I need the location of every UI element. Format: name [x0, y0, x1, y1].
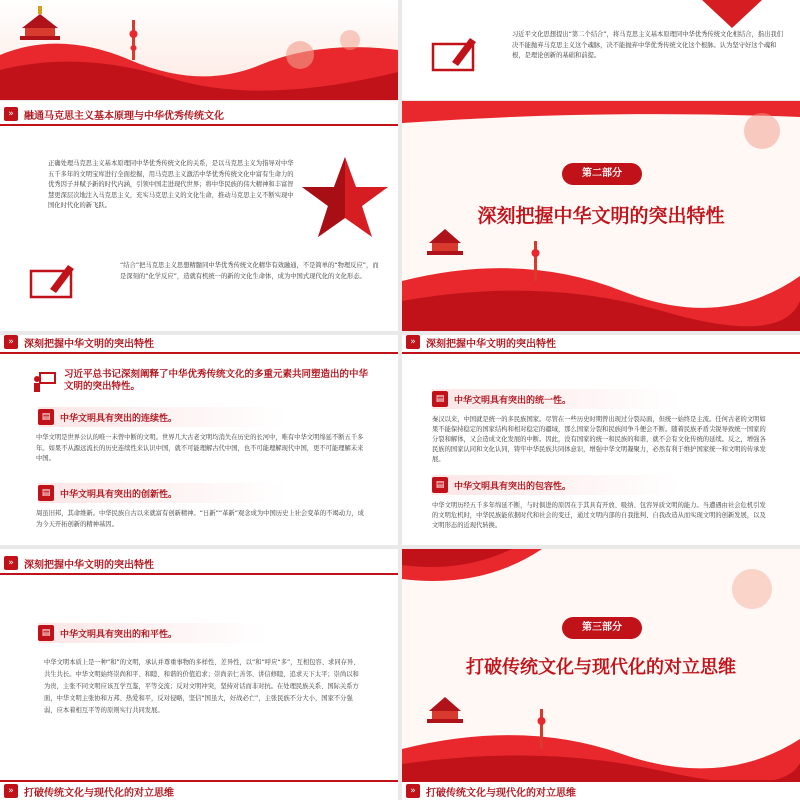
calendar-icon: ▤ [38, 409, 54, 425]
section-bar [402, 335, 800, 354]
bottom-section-title: 打破传统文化与现代化的对立思维 [426, 787, 576, 799]
unity-text: 秦汉以来，中国就是统一的多民族国家。尽管在一些历史时期曾出现过分裂局面，但统一始终是主流。任何古老的文明如果不能保持稳定的国家结构和相对稳定的疆域，那么国家分裂和民族间争斗便会不断。随着民族矛盾尖锐导致统一国家的分裂和解体，又会造成文化发展的中断。因此，没有国家的统一和民族的和谐，就不会有文化传统的延续。反之，增强各民族的国家认同和文化认同，铸牢中华民族共同体意识，增强中华文明凝聚力，必然有利于维护国家统一和文明的传承发展。 [432, 416, 766, 463]
peace-text: 中华文明本质上是一种“和”的文明，承认并尊重事物的多样性、差异性，以“和”呼应“多”，互相包容、求同存异、共生共长。中华文明始终崇尚和平、和睦、和谐的价值追求；崇尚亲仁善邻、讲信修睦，追求天下太平；崇尚以和为贵，主张不同文明应该互学互鉴，平等交流；反对文明冲突，坚持对话而非对抗。在处理民族关系、国际关系方面，中华文明主张协和万邦、热爱和平，反对侵略，坚信“国虽大，好战必亡”，主张民族不分大小，国家不分强弱，应本着相互平等的原则实行共同发展。 [44, 659, 360, 714]
slide-4 [402, 335, 800, 545]
double-chevron-icon: » [406, 784, 420, 798]
red-star-icon [702, 0, 762, 30]
calendar-icon: ▤ [432, 477, 448, 493]
slide-5 [0, 549, 398, 800]
bottom-section-bar [0, 780, 398, 800]
continuity-text: 中华文明是世界公认的唯一未曾中断的文明。世界几大古老文明均消失在历史的长河中，唯有中华文明绵延不断五千多年。如果不从源远流长的历史连续性来认识中国，就不可能理解古代中国，也不可能理解现代中国，更不可能理解未来中国。 [36, 434, 364, 462]
feature-title-peace: ▤ 中华文明具有突出的和平性。 [38, 623, 268, 643]
inclusiveness-text: 中华文明历经五千多年绵延不断，与时俱进的原因在于其具有开放、吸纳、包容异质文明的能力。当遭遇由社会危机引发的文明危机时，中华民族能依据时代和社会的变迁，通过文明内部的自我批判、自我改造从而实现文明的创新发展，以及文明形态的近现代转换。 [432, 502, 766, 529]
intro-text: 习近平总书记深刻阐释了中华优秀传统文化的多重元素共同塑造出的中华文明的突出特性。 [64, 369, 369, 392]
slide-3 [0, 335, 398, 545]
part-label: 第三部分 [562, 617, 642, 639]
slide-2-top [402, 0, 800, 100]
section-title: 深刻把握中华文明的突出特性 [426, 338, 556, 350]
calendar-icon: ▤ [432, 391, 448, 407]
paragraph: 习近平文化思想提出“第二个结合”，将马克思主义基本原理同中华优秀传统文化相结合，指出我们决不能抛弃马克思主义这个魂脉，决不能抛弃中华优秀传统文化这个根脉。认为坚守好这个魂和根，是理论创新的基础和前提。 [512, 31, 783, 59]
section-title: 深刻把握中华文明的突出特性 [24, 338, 154, 350]
part-title: 打破传统文化与现代化的对立思维 [466, 657, 736, 678]
teacher-icon [32, 371, 56, 393]
section-bar [0, 335, 398, 354]
slide-2-divider [402, 101, 800, 331]
slide-1-banner [0, 0, 398, 100]
section-bar [0, 104, 398, 126]
double-chevron-icon: » [406, 335, 420, 349]
innovation-text: 周虽旧邦，其命维新。中华民族自古以来就富有创新精神。“日新”“革新”观念成为中国历史上社会变革的不竭动力，成为今天开拓创新的精神基因。 [36, 510, 364, 528]
pen-paper-icon [28, 261, 78, 301]
paragraph-2: “结合”把马克思主义思想精髓同中华优秀传统文化精华有效融通，不是简单的“物理反应”，而是深刻的“化学反应”，造就有机统一的新的文化生命体，成为中国式现代化的文化形态。 [120, 262, 379, 280]
part-label: 第二部分 [562, 163, 642, 185]
feature-title-continuity: ▤ 中华文明具有突出的连续性。 [38, 407, 288, 427]
double-chevron-icon: » [4, 556, 18, 570]
double-chevron-icon: » [4, 335, 18, 349]
pen-paper-icon [430, 34, 480, 74]
paragraph-1: 正确处理马克思主义基本原理同中华优秀传统文化的关系，是以马克思主义为指导对中华五千多年的文明宝库进行全面挖掘，用马克思主义激活中华优秀传统文化中富有生命力的优秀因子并赋予新的时代内涵，引领中国走进现代世界；将中华民族的伟大精神和丰富智慧更深层次地注入马克思主义，充实马克思主义的文化生命，推动马克思主义不断实现中国化时代化的新飞跃。 [48, 160, 294, 209]
double-chevron-icon: » [4, 107, 18, 121]
slide-1-body [0, 101, 398, 331]
calendar-icon: ▤ [38, 485, 54, 501]
section-bar [0, 553, 398, 575]
bottom-section-bar [402, 780, 800, 800]
section-title: 融通马克思主义基本原理与中华优秀传统文化 [24, 110, 224, 122]
slide-6-divider [402, 549, 800, 800]
feature-title-unity: ▤ 中华文明具有突出的统一性。 [432, 389, 682, 409]
double-chevron-icon: » [4, 784, 18, 798]
calendar-icon: ▤ [38, 625, 54, 641]
part-title: 深刻把握中华文明的突出特性 [477, 205, 725, 227]
feature-title-inclusiveness: ▤ 中华文明具有突出的包容性。 [432, 475, 682, 495]
banner-decoration [0, 0, 398, 100]
red-star-icon [300, 153, 390, 243]
bottom-section-title: 打破传统文化与现代化的对立思维 [24, 787, 174, 799]
feature-title-innovation: ▤ 中华文明具有突出的创新性。 [38, 483, 288, 503]
section-title: 深刻把握中华文明的突出特性 [24, 559, 154, 571]
